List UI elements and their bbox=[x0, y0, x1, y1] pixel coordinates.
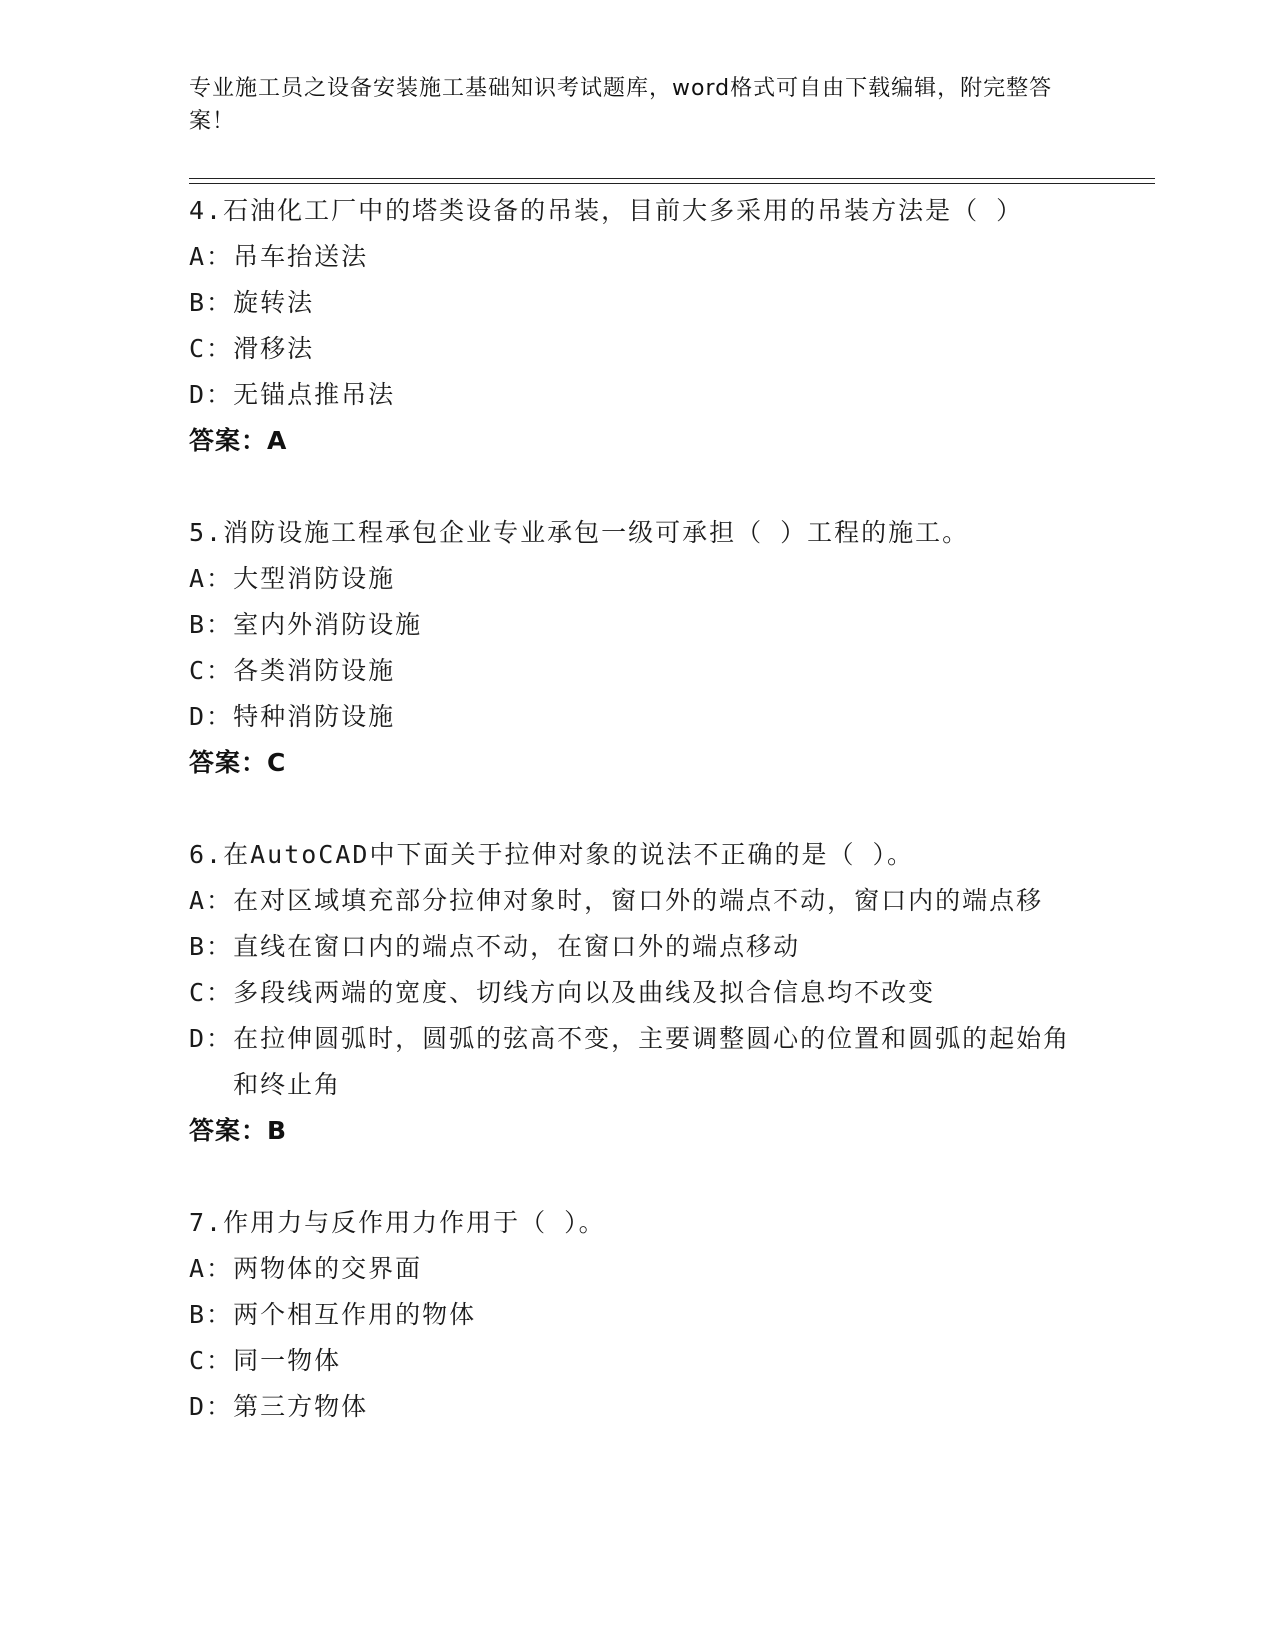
header-double-rule bbox=[189, 178, 1155, 184]
option-key: B： bbox=[189, 288, 234, 317]
option-b bbox=[189, 924, 1089, 970]
option-a bbox=[189, 878, 1089, 924]
option-key: B： bbox=[189, 610, 234, 639]
option-b bbox=[189, 280, 1089, 326]
document-header: 专业施工员之设备安装施工基础知识考试题库，word格式可自由下载编辑，附完整答案！ bbox=[189, 76, 1053, 134]
option-c bbox=[189, 326, 1089, 372]
spacer bbox=[189, 464, 1089, 510]
option-text: 直线在窗口内的端点不动，在窗口外的端点移动 bbox=[233, 932, 801, 961]
option-key: B： bbox=[189, 1300, 234, 1329]
question-7 bbox=[189, 1200, 1089, 1430]
question-stem: 5.消防设施工程承包企业专业承包一级可承担（ ）工程的施工。 bbox=[189, 518, 970, 547]
option-text: 两物体的交界面 bbox=[233, 1254, 423, 1283]
question-stem: 4.石油化工厂中的塔类设备的吊装，目前大多采用的吊装方法是（ ） bbox=[189, 196, 1024, 225]
question-4 bbox=[189, 188, 1089, 464]
option-a bbox=[189, 234, 1089, 280]
question-list bbox=[189, 188, 1089, 1430]
option-text: 室内外消防设施 bbox=[233, 610, 423, 639]
option-text: 在拉伸圆弧时，圆弧的弦高不变，主要调整圆心的位置和圆弧的起始角和终止角 bbox=[233, 1024, 1071, 1099]
option-key: C： bbox=[189, 978, 234, 1007]
option-key: C： bbox=[189, 1346, 234, 1375]
question-stem: 7.作用力与反作用力作用于（ ）。 bbox=[189, 1208, 606, 1237]
option-text: 两个相互作用的物体 bbox=[233, 1300, 477, 1329]
option-c bbox=[189, 1338, 1089, 1384]
option-b bbox=[189, 1292, 1089, 1338]
option-text: 特种消防设施 bbox=[233, 702, 396, 731]
answer-label: 答案：A bbox=[189, 426, 288, 455]
question-6 bbox=[189, 832, 1089, 1154]
option-key: A： bbox=[189, 886, 234, 915]
option-d bbox=[189, 1016, 1089, 1108]
option-key: D： bbox=[189, 380, 234, 409]
answer-label: 答案：B bbox=[189, 1116, 288, 1145]
spacer bbox=[189, 786, 1089, 832]
option-c bbox=[189, 648, 1089, 694]
option-b bbox=[189, 602, 1089, 648]
option-d bbox=[189, 1384, 1089, 1430]
option-key: C： bbox=[189, 334, 234, 363]
option-text: 无锚点推吊法 bbox=[233, 380, 396, 409]
option-text: 第三方物体 bbox=[233, 1392, 369, 1421]
option-text: 吊车抬送法 bbox=[233, 242, 369, 271]
option-key: A： bbox=[189, 564, 234, 593]
option-key: B： bbox=[189, 932, 234, 961]
question-5 bbox=[189, 510, 1089, 786]
option-c bbox=[189, 970, 1089, 1016]
option-text: 旋转法 bbox=[233, 288, 315, 317]
option-key: D： bbox=[189, 702, 234, 731]
option-a bbox=[189, 556, 1089, 602]
option-key: A： bbox=[189, 1254, 234, 1283]
option-key: C： bbox=[189, 656, 234, 685]
option-key: D： bbox=[189, 1024, 234, 1053]
option-text: 滑移法 bbox=[233, 334, 315, 363]
option-key: A： bbox=[189, 242, 234, 271]
option-d bbox=[189, 372, 1089, 418]
question-stem: 6.在AutoCAD中下面关于拉伸对象的说法不正确的是（ ）。 bbox=[189, 840, 915, 869]
option-text: 各类消防设施 bbox=[233, 656, 396, 685]
option-key: D： bbox=[189, 1392, 234, 1421]
option-a bbox=[189, 1246, 1089, 1292]
spacer bbox=[189, 1154, 1089, 1200]
option-text: 大型消防设施 bbox=[233, 564, 396, 593]
answer-label: 答案：C bbox=[189, 748, 287, 777]
option-text: 同一物体 bbox=[233, 1346, 342, 1375]
option-text: 多段线两端的宽度、切线方向以及曲线及拟合信息均不改变 bbox=[233, 978, 936, 1007]
option-text: 在对区域填充部分拉伸对象时，窗口外的端点不动，窗口内的端点移 bbox=[233, 886, 1044, 915]
option-d bbox=[189, 694, 1089, 740]
